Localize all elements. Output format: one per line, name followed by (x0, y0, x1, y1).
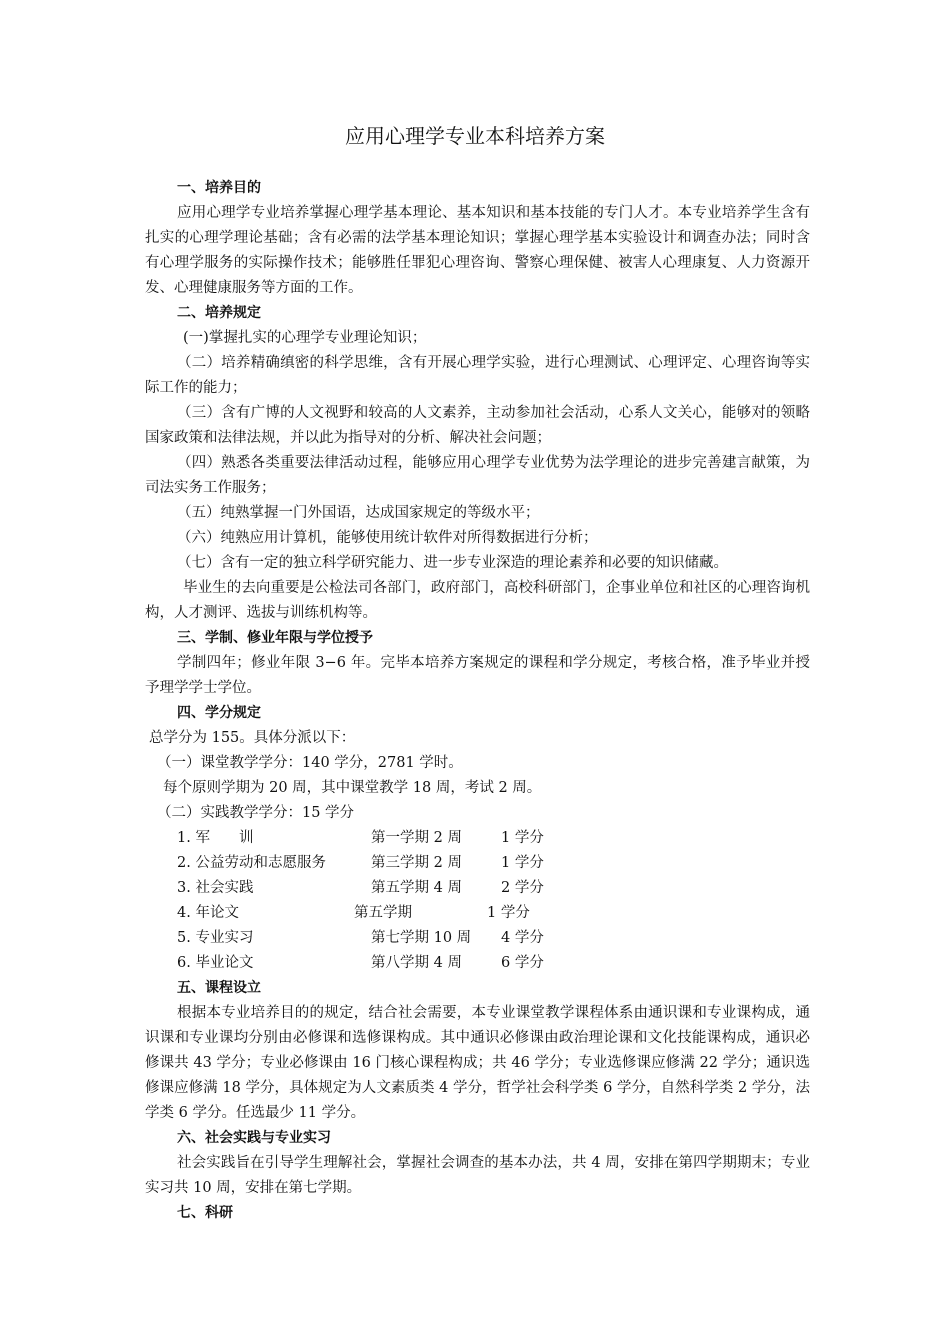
practice-item-name: 5. 专业实习 (177, 930, 254, 946)
section-heading-research: 七、科研 (177, 1205, 233, 1221)
graduate-destination-paragraph: 毕业生的去向重要是公检法司各部门，政府部门，高校科研部门，企事业单位和社区的心理咨询机构，人才测评、选拔与训练机构等。 (145, 580, 810, 621)
requirement-item: （五）纯熟掌握一门外国语，达成国家规定的等级水平； (177, 505, 540, 521)
list-item (145, 876, 810, 901)
total-credits-line: 总学分为 155。具体分派以下： (149, 730, 356, 746)
practice-item-term: 第五学期 (354, 905, 412, 921)
document-title: 应用心理学专业本科培养方案 (345, 124, 605, 148)
requirement-item: （六）纯熟应用计算机，能够使用统计软件对所得数据进行分析； (177, 530, 598, 546)
practice-item-credit: 2 学分 (501, 880, 544, 896)
duration-paragraph: 学制四年；修业年限 3−6 年。完毕本培养方案规定的课程和学分规定，考核合格，准予毕业并授予理学学士学位。 (145, 655, 810, 696)
list-item (145, 901, 810, 926)
practice-item-credit: 1 学分 (487, 905, 530, 921)
section-heading-internship: 六、社会实践与专业实习 (177, 1130, 331, 1146)
requirement-item: （七）含有一定的独立科学研究能力、进一步专业深造的理论素养和必要的知识储藏。 (177, 555, 728, 571)
practice-item-term: 第五学期 4 周 (371, 880, 462, 896)
list-item (145, 826, 810, 851)
practice-item-name: 1. 军 训 (177, 830, 254, 846)
practice-item-term: 第三学期 2 周 (371, 855, 462, 871)
section-heading-curriculum: 五、课程设立 (177, 980, 261, 996)
practice-item-term: 第一学期 2 周 (371, 830, 462, 846)
requirement-item: （二）培养精确缜密的科学思维，含有开展心理学实验，进行心理测试、心理评定、心理咨询等实际工作的能力； (145, 355, 810, 396)
practice-item-name: 6. 毕业论文 (177, 955, 254, 971)
practice-item-credit: 1 学分 (501, 855, 544, 871)
document-body (145, 176, 810, 1226)
internship-paragraph: 社会实践旨在引导学生理解社会，掌握社会调查的基本办法，共 4 周，安排在第四学期期末；专业实习共 10 周，安排在第七学期。 (145, 1155, 810, 1196)
requirement-item: (一)掌握扎实的心理学专业理论知识； (183, 330, 427, 346)
section-heading-credits: 四、学分规定 (177, 705, 261, 721)
section-heading-duration: 三、学制、修业年限与学位授予 (177, 630, 373, 646)
objective-paragraph: 应用心理学专业培养掌握心理学基本理论、基本知识和基本技能的专门人才。本专业培养学生含有扎实的心理学理论基础；含有必需的法学基本理论知识；掌握心理学基本实验设计和调查办法；同时含有心理学服务的实际操作技术；能够胜任罪犯心理咨询、警察心理保健、被害人心理康复、人力资源开发、心理健康服务等方面的工作。 (145, 205, 810, 296)
practice-item-credit: 1 学分 (501, 830, 544, 846)
practice-item-credit: 4 学分 (501, 930, 544, 946)
practice-item-term: 第七学期 10 周 (371, 930, 472, 946)
practice-item-credit: 6 学分 (501, 955, 544, 971)
practice-item-name: 2. 公益劳动和志愿服务 (177, 855, 326, 871)
section-heading-objective: 一、培养目的 (177, 180, 261, 196)
semester-line: 每个原则学期为 20 周，其中课堂教学 18 周，考试 2 周。 (163, 780, 542, 796)
section-heading-requirements: 二、培养规定 (177, 305, 261, 321)
requirement-item: （四）熟悉各类重要法律活动过程，能够应用心理学专业优势为法学理论的进步完善建言献策，为司法实务工作服务； (145, 455, 810, 496)
list-item (145, 951, 810, 976)
curriculum-paragraph: 根据本专业培养目的的规定，结合社会需要，本专业课堂教学课程体系由通识课和专业课构成，通识课和专业课均分别由必修课和选修课构成。其中通识必修课由政治理论课和文化技能课构成，通识必修课共 43 学分；专业必修课由 16 门核心课程构成；共 46 学分；专业选修课应修满 22 学分；通识选修课应修满 18 学分，具体规定为人文素质类 4 学分，哲学社会科学类 6 学分，自然科学类 2 学分，法学类 6 学分。任选最少 11 学分。 (145, 1005, 810, 1121)
classroom-credits-line: （一）课堂教学学分：140 学分，2781 学时。 (157, 755, 463, 771)
practice-credits-line: （二）实践教学学分：15 学分 (157, 805, 355, 821)
list-item (145, 926, 810, 951)
practice-item-name: 4. 年论文 (177, 905, 239, 921)
list-item (145, 851, 810, 876)
practice-credit-list (145, 826, 810, 976)
requirement-item: （三）含有广博的人文视野和较高的人文素养，主动参加社会活动，心系人文关心，能够对的领略国家政策和法律法规，并以此为指导对的分析、解决社会问题； (145, 405, 810, 446)
practice-item-term: 第八学期 4 周 (371, 955, 462, 971)
practice-item-name: 3. 社会实践 (177, 880, 254, 896)
